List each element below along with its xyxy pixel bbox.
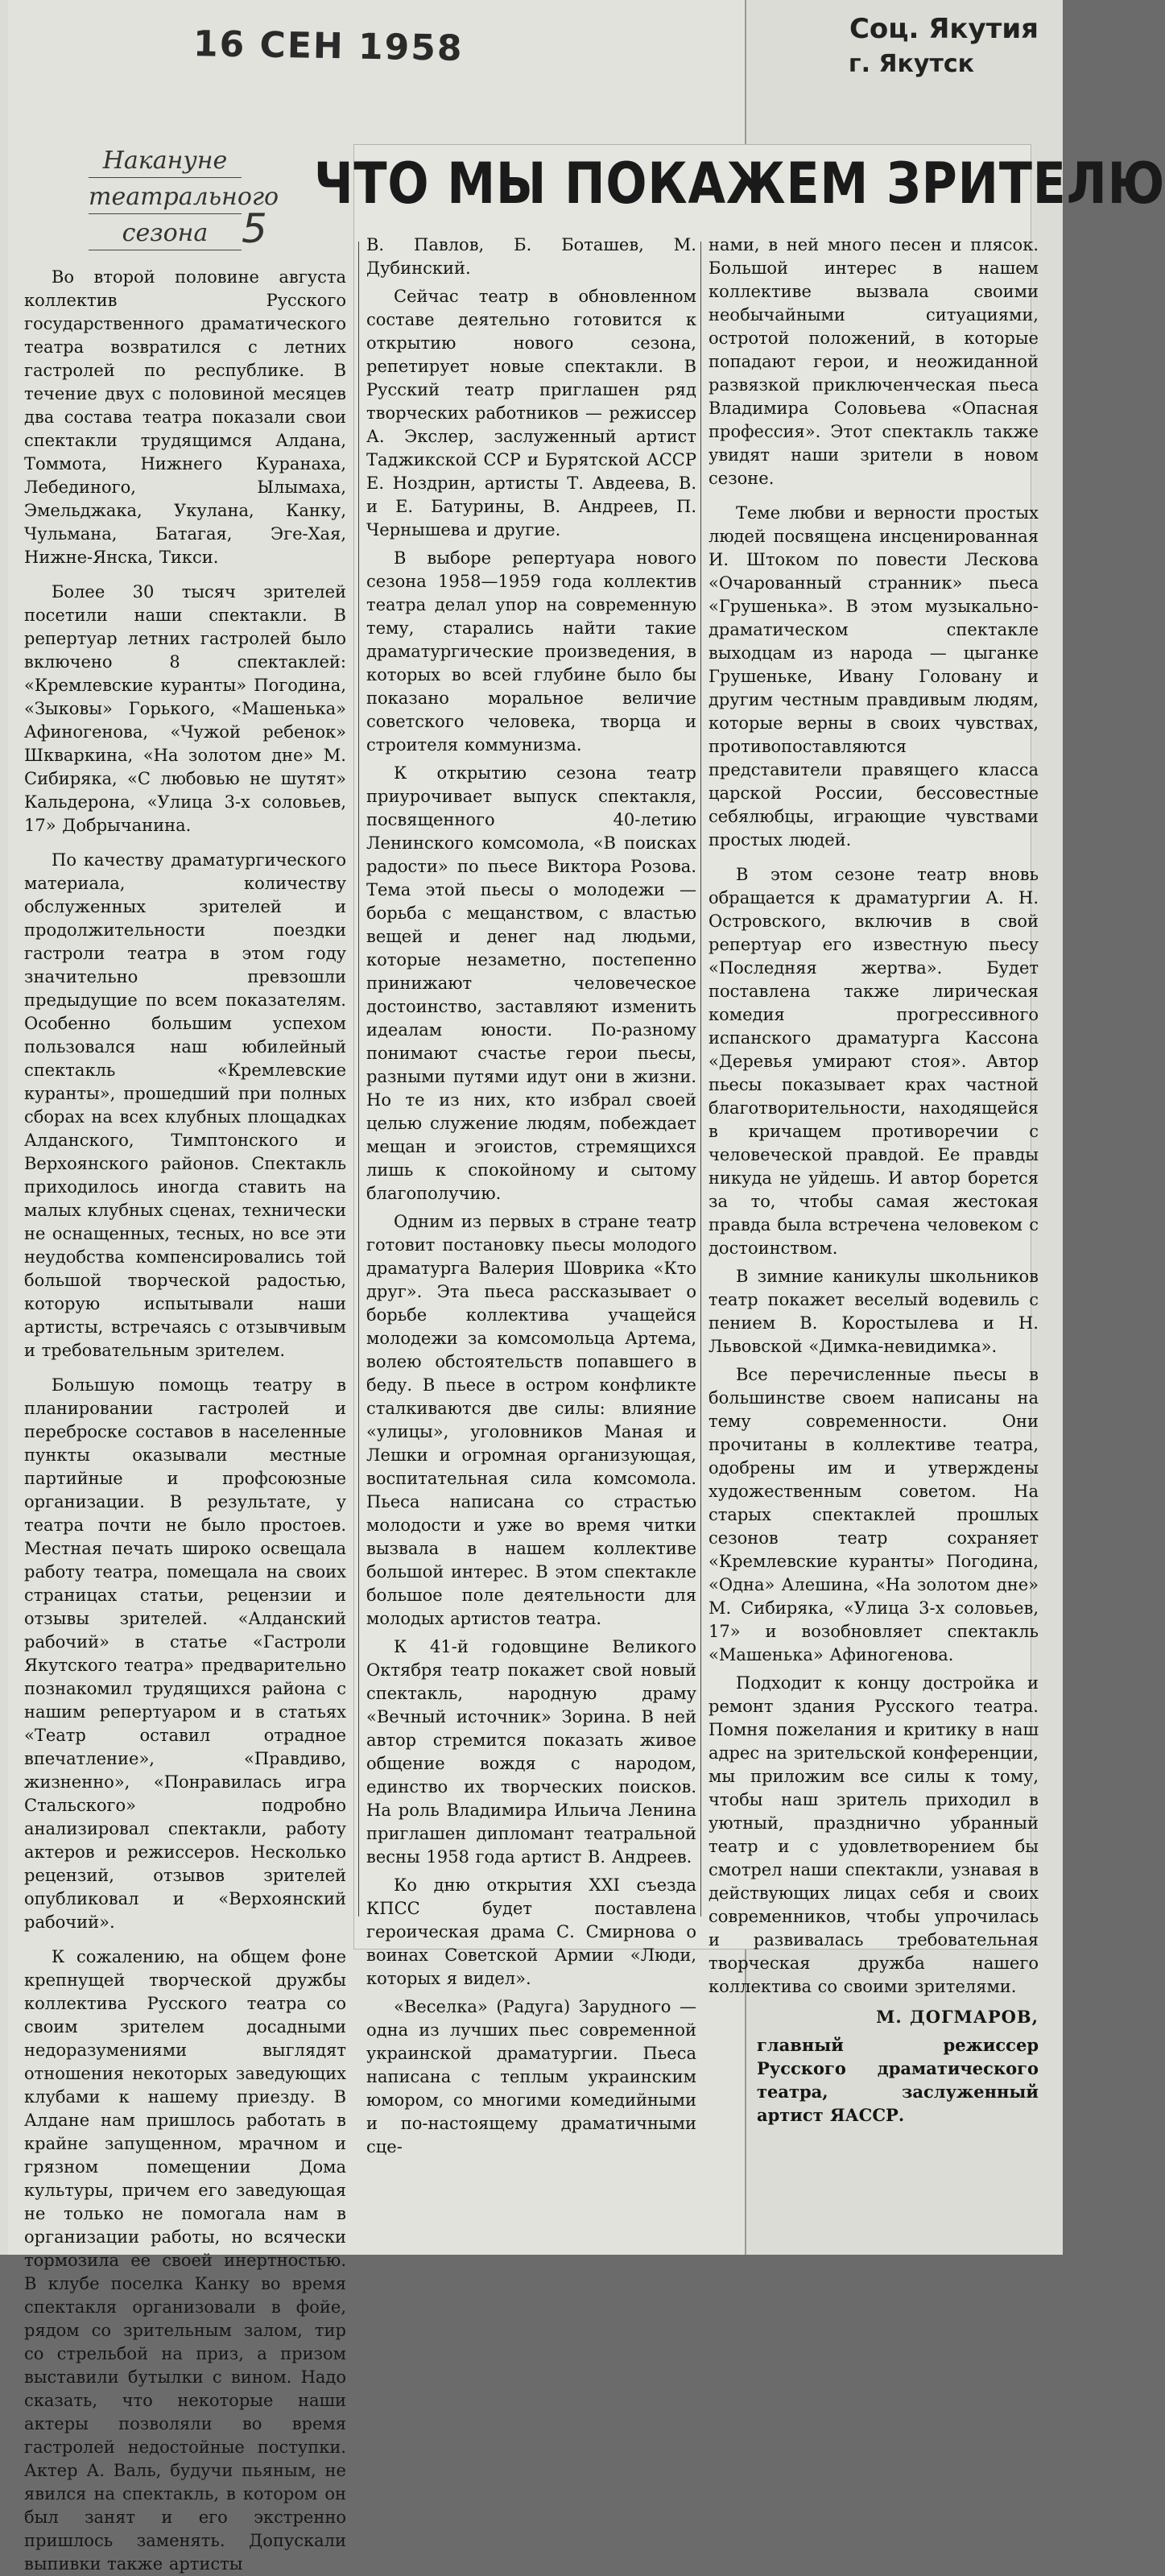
- date-stamp: 16 СЕН 1958: [192, 23, 464, 69]
- source-name: Соц. Якутия: [849, 13, 1039, 45]
- paragraph: Одним из первых в стране театр готовит постановку пьесы молодого драматурга Валерия Шоврика «Кто друг». Эта пьеса рассказывает о борьбе коллектива учащейся молодежи за комсомольца Артема, волею обстоятельств попавшего в беду. В пьесе в остром конфликте сталкиваются две силы: влияние «улицы», уголовников Маная и Лешки и огромная организующая, воспитательная сила комсомола. Пьеса написана со страстью молодости и уже во время читки вызвала в нашем коллективе большой интерес. В этом спектакле большое поле деятельности для молодых артистов театра.: [366, 1212, 696, 1628]
- article-column-1: [24, 266, 346, 2574]
- author-signature: М. ДОГМАРОВ,: [876, 2007, 1039, 2027]
- paragraph: Все перечисленные пьесы в большинстве своем написаны на тему современности. Они прочитаны в коллективе театра, одобрены им и утверждены художественным советом. На старых спектаклей прошлых сезонов театр сохраняет «Кремлевские куранты» Погодина, «Одна» Алешина, «На золотом дне» М. Сибиряка, «Улица 3-х соловьев, 17» и возобновляет спектакль «Машенька» Афиногенова.: [709, 1365, 1039, 1664]
- article-column-2: [366, 234, 696, 2156]
- paragraph: Сейчас театр в обновленном составе деятельно готовится к открытию нового сезона, репетирует новые спектакли. В Русский театр приглашен ряд творческих работников — режиссер А. Экслер, заслуженный артист Таджикской ССР и Бурятской АССР Е. Ноздрин, артисты Т. Авдеева, В. и Е. Батурины, В. Андреев, П. Чернышева и другие.: [366, 287, 696, 540]
- rubric: [72, 145, 279, 254]
- column-rule: [358, 242, 359, 1916]
- rubric-line: сезона: [89, 217, 242, 250]
- column-rule: [700, 242, 701, 1916]
- paragraph: В. Павлов, Б. Боташев, М. Дубинский.: [366, 235, 696, 278]
- headline: ЧТО МЫ ПОКАЖЕМ ЗРИТЕЛЮ: [314, 151, 1165, 217]
- paragraph: Подходит к концу достройка и ремонт здания Русского театра. Помня пожелания и критику в наш адрес на зрительской конференции, мы приложим все силы к тому, чтобы наш зритель приходил в уютный, празднично убранный театр и с удовлетворением бы смотрел наши спектакли, узнавая в действующих лицах себя и своих современников, чтобы упрочилась и развивалась требовательная творческая дружба нашего коллектива со своими зрителями.: [709, 1673, 1039, 1996]
- paragraph: Большую помощь театру в планировании гастролей и переброске составов в населенные пункты оказывали местные партийные и профсоюзные организации. В результате, у театра почти не было простоев. Местная печать широко освещала работу театра, помещала на своих страницах статьи, рецензии и отзывы зрителей. «Алданский рабочий» в статье «Гастроли Якутского театра» предварительно познакомил трудящихся района с нашим репертуаром и в статьях «Театр оставил отрадное впечатление», «Правдиво, жизненно», «Понравилась игра Стальского» подробно анализировал спектакли, работу актеров и режиссеров. Несколько рецензий, отзывов зрителей опубликовал и «Верхоянский рабочий».: [24, 1375, 346, 1932]
- paragraph: В зимние каникулы школьников театр покажет веселый водевиль с пением В. Коростылева и Н. Львовской «Димка-невидимка».: [709, 1267, 1039, 1356]
- paragraph: По качеству драматургического материала, количеству обслуженных зрителей и продолжительности поездки гастроли театра в этом году значительно превзошли предыдущие по всем показателям. Особенно большим успехом пользовался наш юбилейный спектакль «Кремлевские куранты», прошедший при полных сборах на всех клубных площадках Алданского, Тимптонского и Верхоянского районов. Спектакль приходилось иногда ставить на малых клубных сценах, технически не оснащенных, тесных, но все эти неудобства компенсировались той большой творческой радостью, которую испытывали наши артисты, встречаясь с отзывчивым и требовательным зрителем.: [24, 850, 346, 1360]
- source-city: г. Якутск: [848, 50, 974, 78]
- paragraph: К открытию сезона театр приурочивает выпуск спектакля, посвященного 40-летию Ленинского комсомола, «В поисках радости» по пьесе Виктора Розова. Тема этой пьесы о молодежи — борьба с мещанством, с властью вещей и денег над людьми, которые незаметно, постепенно принижают человеческое достоинство, заставляют изменить идеалам юности. По-разному понимают счастье герои пьесы, разными путями идут они в жизни. Но те из них, кто избрал своей целью служение людям, побеждает мещан и эгоистов, стремящихся лишь к спокойному и сытому благополучию.: [366, 763, 696, 1203]
- paragraph: В этом сезоне театр вновь обращается к драматургии А. Н. Островского, включив в свой репертуар его известную пьесу «Последняя жертва». Будет поставлена также лирическая комедия прогрессивного испанского драматурга Кассона «Деревья умирают стоя». Автор пьесы показывает крах частной благотворительности, находящейся в кричащем противоречии с человеческой правдой. Ее правды никуда не уйдешь. И автор борется за то, чтобы самая жестокая правда была встречена человеком с достоинством.: [709, 865, 1039, 1258]
- paragraph: «Веселка» (Радуга) Зарудного — одна из лучших пьес современной украинской драматургии. Пьеса написана с теплым украинским юмором, со многими комедийными и по-настоящему драматичными сце-: [366, 1997, 696, 2156]
- paragraph: К сожалению, на общем фоне крепнущей творческой дружбы коллектива Русского театра со своим зрителем досадными недоразумениями выглядят отношения некоторых заведующих клубами к нашему приезду. В Алдане нам пришлось работать в крайне запущенном, мрачном и грязном помещении Дома культуры, причем его заведующая не только не помогала нам в организации работы, но всячески тормозила ее своей инертностью. В клубе поселка Канку во время спектакля организовали в фойе, рядом со зрительным залом, тир со стрельбой на приз, а призом выставили бутылки с вином. Надо сказать, что некоторые наши актеры позволяли во время гастролей недостойные поступки. Актер А. Валь, будучи пьяным, не явился на спектакль, в котором он был занят и его экстренно пришлось заменять. Допускали выпивки также артисты: [24, 1947, 346, 2574]
- rubric-line: Накануне: [89, 145, 242, 178]
- paragraph: В выборе репертуара нового сезона 1958—1959 года коллектив театра делал упор на современную тему, старались найти такие драматургические произведения, в которых во всей глубине было бы показано моральное величие советского человека, творца и строителя коммунизма.: [366, 548, 696, 755]
- handwritten-page-number: 5: [242, 205, 267, 252]
- paragraph: Теме любви и верности простых людей посвящена инсценированная И. Штоком по повести Лескова «Очарованный странник» пьеса «Грушенька». В этом музыкально-драматическом спектакле выходцам из народа — цыганке Грушеньке, Ивану Головану и другим честным правдивым людям, которые верны в своих чувствах, противопоставляются представители правящего класса царской России, бессовестные себялюбцы, играющие чувствами простых людей.: [709, 503, 1039, 850]
- author-role: главный режиссер Русского драматического театра, заслуженный артист ЯАССР.: [757, 2035, 1039, 2125]
- article-column-3: [709, 234, 1039, 2125]
- paragraph: Более 30 тысяч зрителей посетили наши спектакли. В репертуар летних гастролей было включено 8 спектаклей: «Кремлевские куранты» Погодина, «Зыковы» Горького, «Машенька» Афиногенова, «Чужой ребенок» Шкваркина, «На золотом дне» М. Сибиряка, «С любовью не шутят» Кальдерона, «Улица 3-х соловьев, 17» Добрычанина.: [24, 582, 346, 835]
- paragraph: Ко дню открытия XXI съезда КПСС будет поставлена героическая драма С. Смирнова о воинах Советской Армии «Люди, которых я видел».: [366, 1875, 696, 1988]
- rubric-line: театрального: [89, 181, 242, 214]
- paragraph: Во второй половине августа коллектив Русского государственного драматического театра возвратился с летних гастролей по республике. В течение двух с половиной месяцев два состава театра показали свои спектакли трудящимся Алдана, Томмота, Нижнего Куранаха, Лебединого, Ылымаха, Эмельджака, Укулана, Канку, Чульмана, Батагая, Эге-Хая, Нижне-Янска, Тикси.: [24, 267, 346, 567]
- paragraph: нами, в ней много песен и плясок. Большой интерес в нашем коллективе вызвала своими необычайными ситуациями, остротой положений, в которые попадают герои, и неожиданной развязкой приключенческая пьеса Владимира Соловьева «Опасная профессия». Этот спектакль также увидят наши зрители в новом сезоне.: [709, 235, 1039, 488]
- paragraph: К 41-й годовщине Великого Октября театр покажет свой новый спектакль, народную драму «Вечный источник» Зорина. В ней автор стремится показать живое общение вождя с народом, единство их творческих поисков. На роль Владимира Ильича Ленина приглашен дипломант театральной весны 1958 года артист В. Андреев.: [366, 1637, 696, 1867]
